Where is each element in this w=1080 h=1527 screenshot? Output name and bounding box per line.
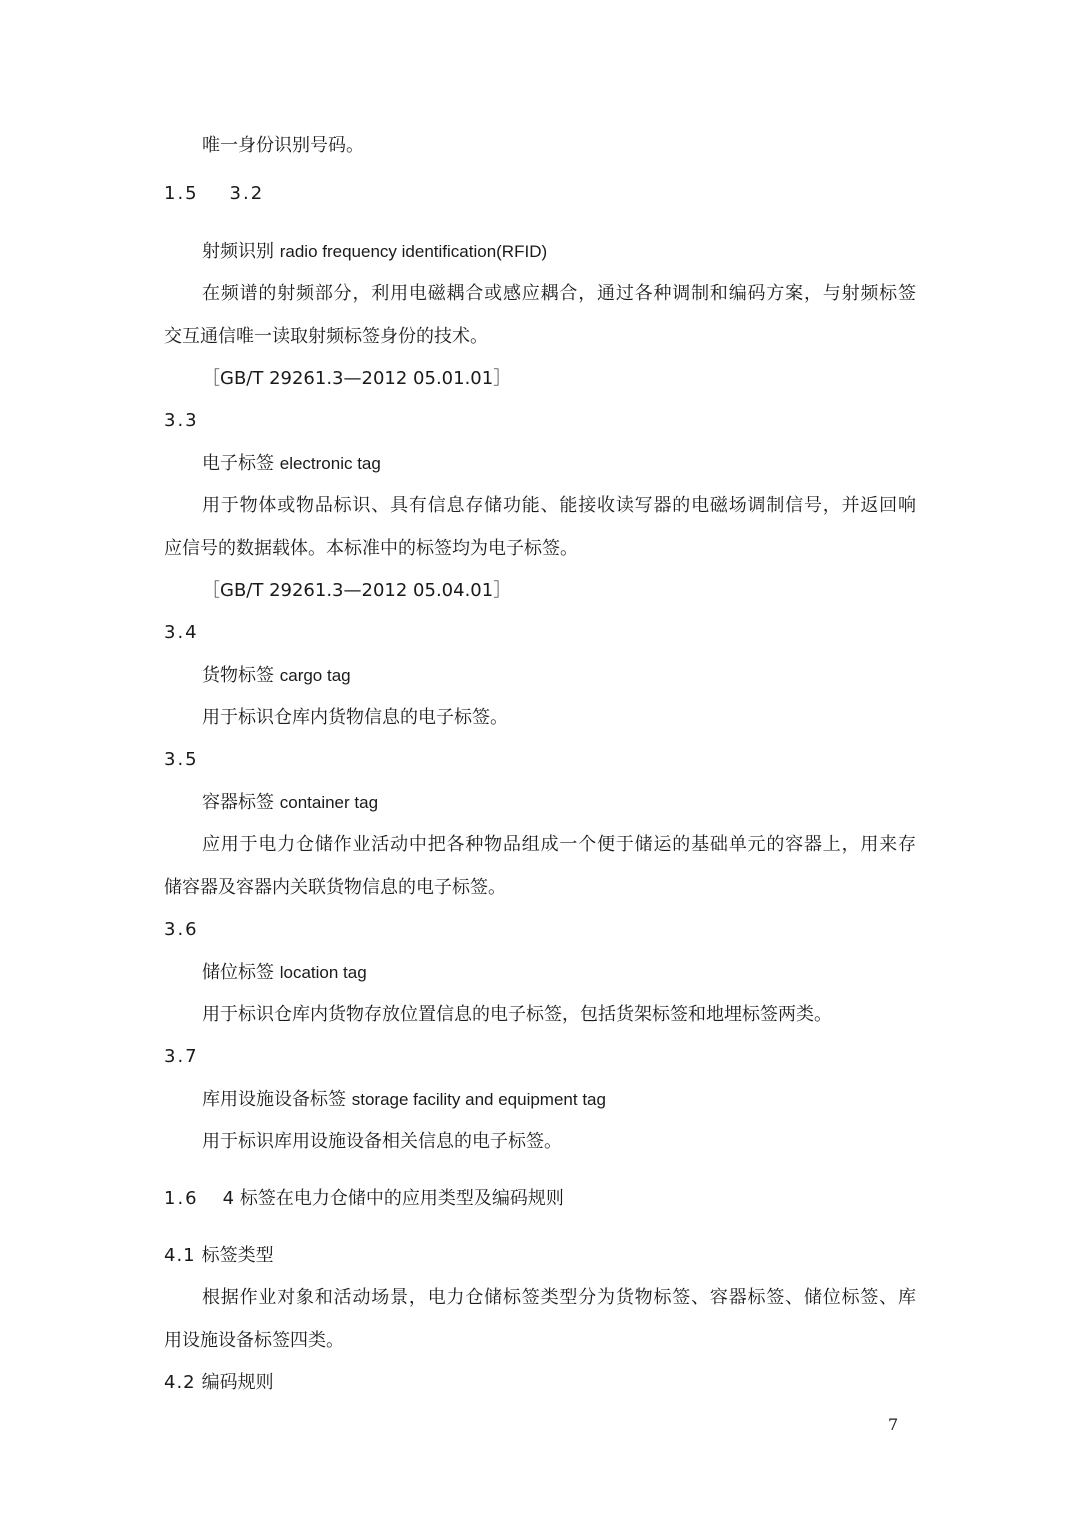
- page-number: 7: [888, 1415, 899, 1434]
- definition-text: 用于标识仓库内货物信息的电子标签。: [202, 707, 508, 728]
- section-title: 4 标签在电力仓储中的应用类型及编码规则: [222, 1188, 564, 1209]
- paragraph-text: 用设施设备标签四类。: [164, 1330, 344, 1351]
- paragraph-text: 根据作业对象和活动场景，电力仓储标签类型分为货物标签、容器标签、储位标签、库: [202, 1287, 916, 1308]
- clause-number: 3.5: [164, 749, 199, 770]
- term-heading: [202, 791, 378, 815]
- clause-number: 3.3: [164, 410, 199, 431]
- section-heading: [164, 1187, 564, 1211]
- term-en: storage facility and equipment tag: [351, 1090, 606, 1109]
- term-zh: 库用设施设备标签: [202, 1089, 346, 1110]
- clause-number: 3.2: [229, 183, 265, 204]
- term-zh: 射频识别: [202, 241, 274, 262]
- term-en: container tag: [279, 793, 379, 812]
- definition-text: 在频谱的射频部分，利用电磁耦合或感应耦合，通过各种调制和编码方案，与射频标签: [202, 283, 916, 304]
- definition-text: 储容器及容器内关联货物信息的电子标签。: [164, 877, 506, 898]
- term-heading: [202, 961, 367, 985]
- subsection-number: 4.1: [164, 1245, 196, 1266]
- section-number: [164, 182, 264, 206]
- subsection-heading: [164, 1371, 274, 1395]
- subsection-title: 标签类型: [201, 1245, 274, 1266]
- definition-text: 应信号的数据载体。本标准中的标签均为电子标签。: [164, 538, 578, 559]
- definition-text: 应用于电力仓储作业活动中把各种物品组成一个便于储运的基础单元的容器上，用来存: [202, 834, 916, 855]
- term-heading: [202, 1088, 606, 1112]
- term-en: radio frequency identification(RFID): [279, 242, 548, 261]
- subsection-heading: [164, 1244, 274, 1268]
- term-heading: [202, 452, 381, 476]
- subsection-title: 编码规则: [201, 1372, 274, 1393]
- term-heading: [202, 240, 547, 264]
- outline-number: 1.5: [164, 183, 199, 204]
- term-heading: [202, 664, 351, 688]
- clause-number: 3.4: [164, 622, 199, 643]
- term-zh: 电子标签: [202, 453, 274, 474]
- subsection-number: 4.2: [164, 1372, 196, 1393]
- term-zh: 货物标签: [202, 665, 274, 686]
- definition-text: 用于物体或物品标识、具有信息存储功能、能接收读写器的电磁场调制信号，并返回响: [202, 495, 916, 516]
- paragraph-text: 唯一身份识别号码。: [202, 135, 364, 156]
- term-zh: 容器标签: [202, 792, 274, 813]
- clause-number: 3.7: [164, 1046, 199, 1067]
- term-en: cargo tag: [279, 666, 351, 685]
- clause-number: 3.6: [164, 919, 199, 940]
- reference-citation: ［GB/T 29261.3—2012 05.01.01］: [202, 368, 512, 389]
- definition-text: 用于标识仓库内货物存放位置信息的电子标签，包括货架标签和地埋标签两类。: [202, 1004, 832, 1025]
- definition-text: 用于标识库用设施设备相关信息的电子标签。: [202, 1131, 562, 1152]
- term-en: electronic tag: [279, 454, 381, 473]
- definition-text: 交互通信唯一读取射频标签身份的技术。: [164, 326, 488, 347]
- reference-citation: ［GB/T 29261.3—2012 05.04.01］: [202, 580, 512, 601]
- outline-number: 1.6: [164, 1188, 199, 1209]
- term-zh: 储位标签: [202, 962, 274, 983]
- term-en: location tag: [279, 963, 367, 982]
